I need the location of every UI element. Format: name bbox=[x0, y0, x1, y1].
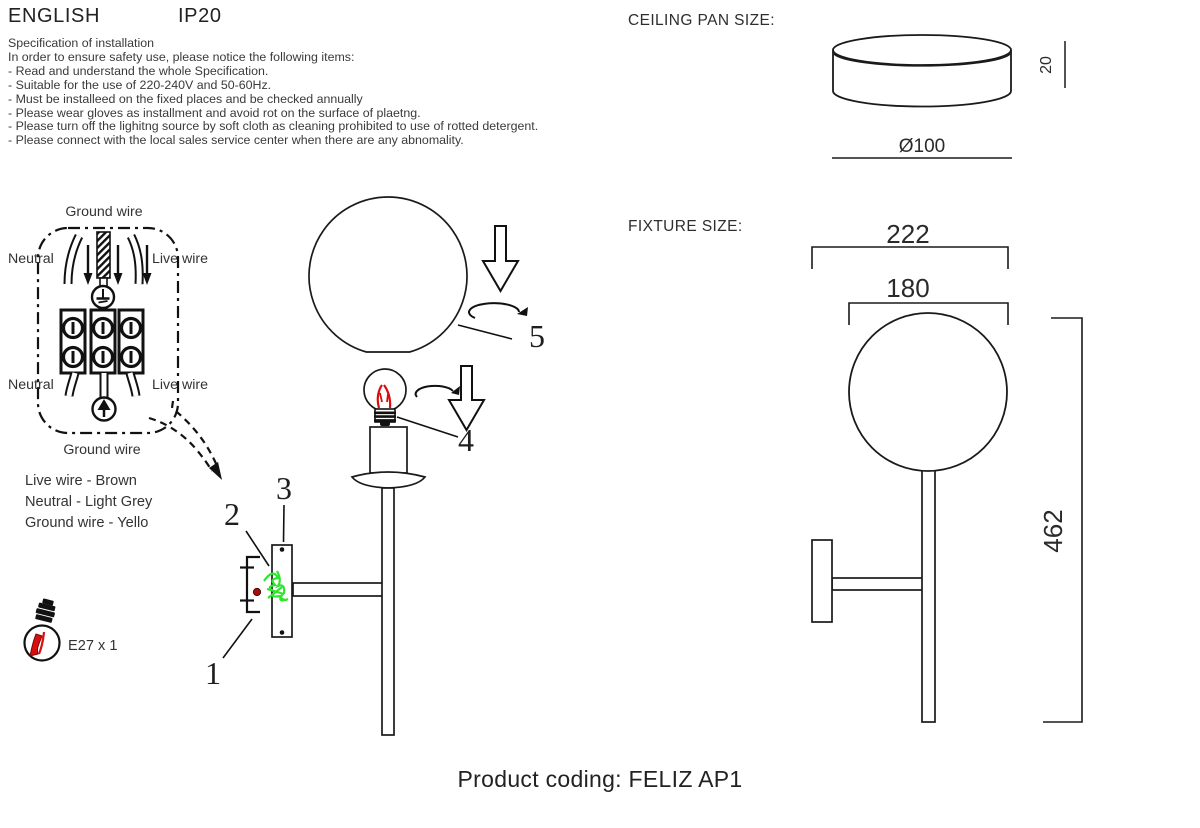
bulb-icon bbox=[16, 596, 68, 670]
spec-item: - Read and understand the whole Specification. bbox=[8, 63, 269, 78]
spec-title: Specification of installation bbox=[8, 36, 155, 50]
leader-line-2 bbox=[246, 531, 269, 566]
overall-width-dim: 222 bbox=[886, 219, 930, 249]
pan-top bbox=[833, 35, 1011, 65]
glass-globe bbox=[849, 313, 1007, 471]
rotate-arrow-icon bbox=[469, 303, 528, 318]
fixture-size-label: FIXTURE SIZE: bbox=[628, 218, 743, 235]
assembly-diagram bbox=[190, 190, 555, 750]
spec-item: - Please wear gloves as installment and avoid rot on the surface of plaetng. bbox=[8, 105, 421, 120]
ground-wire-top-label: Ground wire bbox=[65, 204, 143, 220]
legend-neutral: Neutral - Light Grey bbox=[25, 493, 153, 510]
width-dim-line bbox=[812, 247, 1008, 269]
pan-diameter-dim: Ø100 bbox=[898, 136, 946, 157]
language-label: ENGLISH bbox=[8, 5, 101, 27]
neutral-top-label: Neutral bbox=[8, 251, 54, 267]
spec-item: - Please turn off the lighitng source by soft cloth as cleaning prohibited to use of rotted detergent. bbox=[8, 119, 539, 134]
legend-live: Live wire - Brown bbox=[25, 473, 137, 489]
outgoing-wires bbox=[69, 373, 136, 398]
wire-color-legend bbox=[25, 471, 152, 533]
terminal-block bbox=[61, 310, 143, 373]
fixture-arm bbox=[832, 578, 923, 590]
ceiling-pan-drawing bbox=[820, 25, 1090, 170]
fixture-height-dim: 462 bbox=[1038, 509, 1068, 553]
earth-symbol-bottom bbox=[93, 398, 116, 421]
leader-line-1 bbox=[223, 619, 252, 658]
wall-plate bbox=[812, 540, 832, 622]
rotate-arrow-icon bbox=[416, 386, 460, 397]
incoming-wires bbox=[68, 232, 139, 289]
red-dot-marker bbox=[253, 588, 260, 595]
socket-flange bbox=[352, 472, 425, 488]
fixture-rod bbox=[922, 467, 935, 722]
globe-diameter-dim: 180 bbox=[886, 273, 930, 303]
spec-item: - Please connect with the local sales service center when there are any abnomality. bbox=[8, 133, 464, 148]
leader-line-3 bbox=[284, 505, 285, 542]
down-arrow-icon bbox=[483, 226, 518, 291]
neutral-bottom-label: Neutral bbox=[8, 377, 54, 393]
step-number-3: 3 bbox=[276, 470, 292, 506]
legend-ground: Ground wire - Yello bbox=[25, 514, 149, 531]
pan-height-dim: 20 bbox=[1038, 56, 1055, 74]
step-number-2: 2 bbox=[224, 496, 240, 532]
fixture-arm bbox=[293, 583, 383, 596]
specification-block bbox=[8, 37, 538, 148]
spec-item: - Suitable for the use of 220-240V and 50-60Hz. bbox=[8, 77, 272, 92]
glass-globe bbox=[309, 197, 467, 352]
ip-rating-label: IP20 bbox=[178, 5, 222, 27]
lamp-socket bbox=[370, 427, 407, 473]
leader-line-5 bbox=[458, 325, 512, 339]
ground-wire-sleeve bbox=[97, 232, 110, 278]
mounting-bracket bbox=[240, 557, 260, 612]
ground-wire-bottom-label: Ground wire bbox=[63, 442, 141, 458]
spec-item: - Must be installeed on the fixed places and be checked annually bbox=[8, 91, 363, 106]
live-wire-top-label: Live wire bbox=[152, 251, 208, 267]
ceiling-pan-size-label: CEILING PAN SIZE: bbox=[628, 12, 775, 29]
product-coding: Product coding: FELIZ AP1 bbox=[457, 766, 743, 792]
earth-symbol-top bbox=[92, 286, 114, 308]
lamp-spec-label: E27 x 1 bbox=[68, 638, 118, 654]
fixture-drawing bbox=[790, 215, 1100, 735]
spec-intro: In order to ensure safety use, please notice the following items: bbox=[8, 49, 355, 64]
live-wire-bottom-label: Live wire bbox=[152, 377, 208, 393]
bulb-cap bbox=[34, 597, 58, 623]
step-number-1: 1 bbox=[205, 655, 221, 691]
step-number-4: 4 bbox=[458, 422, 474, 458]
step-number-5: 5 bbox=[529, 318, 545, 354]
fixture-rod bbox=[382, 488, 394, 735]
pan-bottom bbox=[833, 91, 1011, 107]
screw-dot bbox=[280, 547, 285, 552]
down-arrow-icon bbox=[449, 366, 484, 430]
screw-dot bbox=[280, 630, 285, 635]
